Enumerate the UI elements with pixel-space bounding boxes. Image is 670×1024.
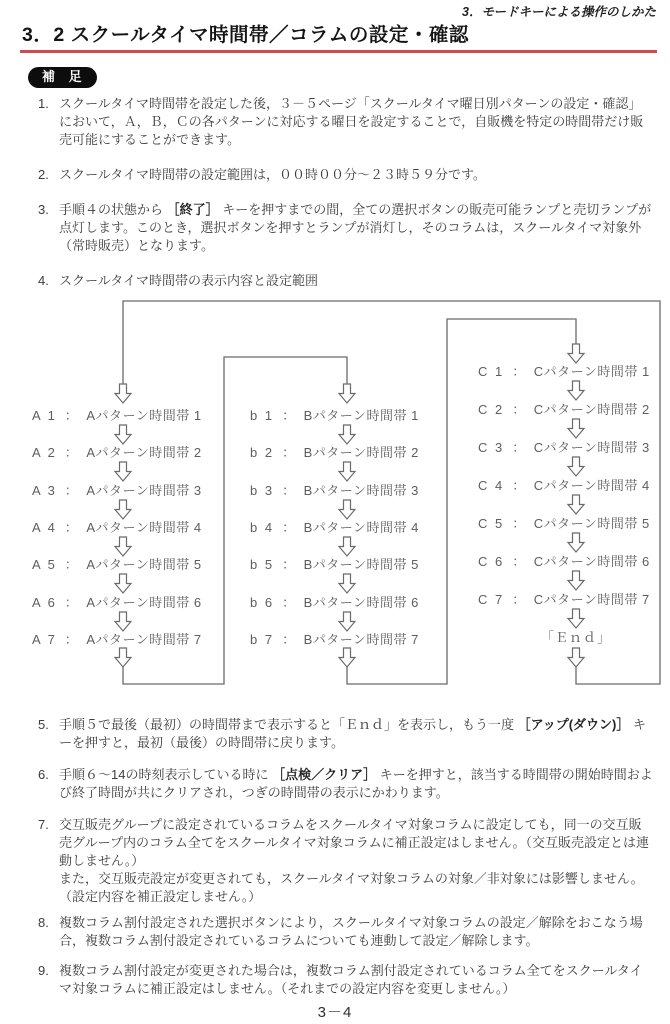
diagram-end-row: 「Ｅｎｄ」 bbox=[540, 630, 611, 645]
diagram-row bbox=[32, 444, 202, 462]
pattern-code: C 7 bbox=[478, 592, 505, 607]
note-item-6 bbox=[38, 766, 654, 802]
down-arrow-icon bbox=[568, 495, 584, 514]
pattern-code: b 4 bbox=[250, 520, 275, 535]
diagram-row bbox=[478, 439, 650, 457]
note-number: 8. bbox=[38, 915, 49, 930]
separator: ： bbox=[64, 408, 79, 423]
pattern-label: Aパターン時間帯 6 bbox=[86, 595, 202, 610]
separator: ： bbox=[282, 557, 296, 572]
down-arrow-icon bbox=[115, 425, 131, 444]
pattern-code: b 3 bbox=[250, 483, 275, 498]
separator: ： bbox=[64, 445, 79, 460]
diagram-row bbox=[32, 556, 202, 574]
diagram-row bbox=[250, 556, 419, 574]
diagram-row bbox=[32, 631, 202, 649]
key-label: ［アップ(ダウン)］ bbox=[517, 717, 630, 732]
note-number: 6. bbox=[38, 767, 49, 782]
diagram-row bbox=[250, 482, 419, 500]
down-arrow-icon bbox=[568, 419, 584, 438]
note-text: スクールタイマ時間帯の設定範囲は，００時００分～２３時５９分です。 bbox=[59, 167, 486, 182]
note-number: 9. bbox=[38, 963, 49, 978]
pattern-label: Aパターン時間帯 2 bbox=[86, 445, 202, 460]
pattern-code: A 4 bbox=[32, 520, 57, 535]
pattern-code: b 6 bbox=[250, 595, 275, 610]
pattern-code: C 6 bbox=[478, 554, 505, 569]
down-arrow-icon bbox=[568, 533, 584, 552]
down-arrow-icon bbox=[115, 462, 131, 481]
schooltimer-flow-diagram bbox=[0, 292, 670, 690]
diagram-row bbox=[478, 477, 650, 495]
down-arrow-icon bbox=[339, 537, 355, 556]
note-item-1 bbox=[38, 95, 654, 149]
pattern-label: Aパターン時間帯 4 bbox=[86, 520, 202, 535]
note-number: 3. bbox=[38, 202, 49, 217]
diagram-row bbox=[478, 553, 650, 571]
pattern-label: Bパターン時間帯 1 bbox=[303, 408, 419, 423]
pattern-code: A 2 bbox=[32, 445, 57, 460]
separator: ： bbox=[282, 445, 296, 460]
pattern-code: C 2 bbox=[478, 402, 505, 417]
pattern-code: C 1 bbox=[478, 364, 505, 379]
note-text-post: キーを押すまでの間，全ての選択ボタンの販売可能ランプと売切ランプが点灯します。このとき，選択ボタンを押すとランプが消灯し，そのコラムは，スクールタイマ対象外（常時販売）となります。 bbox=[59, 202, 652, 253]
separator: ： bbox=[512, 516, 526, 531]
pattern-label: Bパターン時間帯 6 bbox=[303, 595, 419, 610]
note-number: 5. bbox=[38, 717, 49, 732]
down-arrow-icon bbox=[568, 344, 584, 363]
note-number: 7. bbox=[38, 817, 49, 832]
note-text: スクールタイマ時間帯を設定した後，３－５ページ「スクールタイマ曜日別パターンの設定・確認」において，Ａ，Ｂ，Ｃの各パターンに対応する曜日を設定することで，自販機を特定の時間帯だけ販売可能にすることができます。 bbox=[59, 96, 644, 147]
down-arrow-icon bbox=[568, 381, 584, 400]
diagram-row bbox=[478, 401, 650, 419]
down-arrow-icon bbox=[115, 384, 131, 403]
pattern-label: Aパターン時間帯 3 bbox=[86, 483, 202, 498]
note-text-pre: 手順４の状態から bbox=[59, 202, 167, 217]
diagram-row bbox=[32, 594, 202, 612]
note-item-7 bbox=[38, 816, 654, 906]
note-paragraph: また，交互販売設定が変更されても，スクールタイマ対象コラムの対象／非対象には影響しません。（設定内容を補正設定しません。） bbox=[59, 871, 644, 904]
key-label: ［終了］ bbox=[166, 202, 219, 217]
pattern-code: A 6 bbox=[32, 595, 57, 610]
pattern-label: Cパターン時間帯 6 bbox=[533, 554, 650, 569]
note-item-9 bbox=[38, 962, 654, 998]
pattern-label: Aパターン時間帯 7 bbox=[86, 632, 202, 647]
page-title: 3．2 スクールタイマ時間帯／コラムの設定・確認 bbox=[20, 23, 657, 53]
pattern-label: Cパターン時間帯 7 bbox=[533, 592, 650, 607]
down-arrow-icon bbox=[115, 612, 131, 631]
note-item-8 bbox=[38, 914, 654, 950]
down-arrow-icon bbox=[339, 462, 355, 481]
diagram-row bbox=[478, 515, 650, 533]
note-text bbox=[59, 766, 654, 802]
diagram-row bbox=[478, 591, 650, 609]
pattern-code: C 4 bbox=[478, 478, 505, 493]
pattern-code: A 7 bbox=[32, 632, 57, 647]
pattern-label: Aパターン時間帯 1 bbox=[86, 408, 202, 423]
pattern-label: Aパターン時間帯 5 bbox=[86, 557, 202, 572]
note-number: 4. bbox=[38, 273, 49, 288]
separator: ： bbox=[64, 595, 79, 610]
notes-list bbox=[0, 95, 670, 998]
pattern-code: C 3 bbox=[478, 440, 505, 455]
pattern-label: Cパターン時間帯 5 bbox=[533, 516, 650, 531]
note-text-pre: 手順６～14の時刻表示している時に bbox=[59, 767, 273, 782]
note-item-5 bbox=[38, 716, 654, 752]
note-text bbox=[59, 201, 654, 255]
separator: ： bbox=[282, 483, 296, 498]
down-arrow-icon bbox=[339, 384, 355, 403]
note-text bbox=[59, 716, 654, 752]
pattern-label: Cパターン時間帯 4 bbox=[533, 478, 650, 493]
note-number: 2. bbox=[38, 167, 49, 182]
note-item-3 bbox=[38, 201, 654, 255]
down-arrow-icon bbox=[339, 500, 355, 519]
down-arrow-icon bbox=[115, 574, 131, 593]
down-arrow-icon bbox=[568, 648, 584, 667]
note-text: スクールタイマ時間帯の表示内容と設定範囲 bbox=[59, 273, 318, 288]
separator: ： bbox=[512, 478, 526, 493]
note-text: 複数コラム割付設定が変更された場合は，複数コラム割付設定されているコラム全てをスクールタイマ対象コラムに補正設定はしません。（それまでの設定内容を変更しません。） bbox=[59, 963, 643, 996]
pattern-label: Cパターン時間帯 1 bbox=[533, 364, 650, 379]
note-text-post: キーを押すと，該当する時間帯の開始時間および終了時間が共にクリアされ，つぎの時間帯の表示にかわります。 bbox=[59, 767, 653, 800]
separator: ： bbox=[282, 595, 296, 610]
separator: ： bbox=[64, 520, 79, 535]
pattern-code: b 5 bbox=[250, 557, 275, 572]
supplement-badge: 補 足 bbox=[28, 67, 97, 88]
diagram-row bbox=[478, 363, 650, 381]
separator: ： bbox=[282, 520, 296, 535]
separator: ： bbox=[64, 483, 79, 498]
diagram-row bbox=[250, 631, 419, 649]
pattern-label: Bパターン時間帯 3 bbox=[303, 483, 419, 498]
pattern-code: b 1 bbox=[250, 408, 275, 423]
down-arrow-icon bbox=[339, 425, 355, 444]
down-arrow-icon bbox=[115, 500, 131, 519]
diagram-row bbox=[250, 444, 419, 462]
diagram-row bbox=[32, 482, 202, 500]
pattern-code: A 5 bbox=[32, 557, 57, 572]
pattern-label: Bパターン時間帯 2 bbox=[303, 445, 419, 460]
pattern-label: Cパターン時間帯 2 bbox=[533, 402, 650, 417]
separator: ： bbox=[282, 408, 296, 423]
pattern-code: C 5 bbox=[478, 516, 505, 531]
pattern-label: Bパターン時間帯 4 bbox=[303, 520, 419, 535]
diagram-row bbox=[250, 594, 419, 612]
page-number: 3－4 bbox=[317, 1004, 353, 1021]
pattern-label: Bパターン時間帯 5 bbox=[303, 557, 419, 572]
chapter-header: 3．モードキーによる操作のしかた bbox=[462, 5, 656, 19]
down-arrow-icon bbox=[115, 537, 131, 556]
note-text bbox=[59, 816, 654, 906]
separator: ： bbox=[512, 440, 526, 455]
down-arrow-icon bbox=[339, 574, 355, 593]
separator: ： bbox=[512, 364, 526, 379]
diagram-row bbox=[250, 407, 419, 425]
down-arrow-icon bbox=[568, 457, 584, 476]
separator: ： bbox=[64, 557, 79, 572]
separator: ： bbox=[282, 632, 296, 647]
pattern-label: Bパターン時間帯 7 bbox=[303, 632, 419, 647]
down-arrow-icon bbox=[339, 648, 355, 667]
separator: ： bbox=[512, 592, 526, 607]
note-text-pre: 手順５で最後（最初）の時間帯まで表示すると「Ｅｎｄ」を表示し，もう一度 bbox=[59, 717, 518, 732]
note-item-2 bbox=[38, 166, 654, 184]
down-arrow-icon bbox=[568, 609, 584, 628]
pattern-code: A 3 bbox=[32, 483, 57, 498]
down-arrow-icon bbox=[339, 612, 355, 631]
note-text-post: キーを押すと，最初（最後）の時間帯に戻ります。 bbox=[59, 717, 646, 750]
pattern-code: b 7 bbox=[250, 632, 275, 647]
diagram-row bbox=[32, 407, 202, 425]
note-text: 複数コラム割付設定された選択ボタンにより，スクールタイマ対象コラムの設定／解除をおこなう場合，複数コラム割付設定されているコラムについても連動して設定／解除します。 bbox=[59, 915, 643, 948]
pattern-code: A 1 bbox=[32, 408, 57, 423]
pattern-code: b 2 bbox=[250, 445, 275, 460]
down-arrow-icon bbox=[115, 648, 131, 667]
down-arrow-icon bbox=[568, 571, 584, 590]
separator: ： bbox=[512, 554, 526, 569]
separator: ： bbox=[64, 632, 79, 647]
note-item-4 bbox=[38, 272, 654, 290]
diagram-row bbox=[32, 519, 202, 537]
diagram-row bbox=[250, 519, 419, 537]
key-label: ［点検／クリア］ bbox=[272, 767, 377, 782]
separator: ： bbox=[512, 402, 526, 417]
pattern-label: Cパターン時間帯 3 bbox=[533, 440, 650, 455]
note-paragraph: 交互販売グループに設定されているコラムをスクールタイマ対象コラムに設定しても，同一の交互販売グループ内のコラム全てをスクールタイマ対象コラムに補正設定はしません。（交互販売設定とは連動しません。） bbox=[59, 817, 649, 868]
note-number: 1. bbox=[38, 96, 49, 111]
